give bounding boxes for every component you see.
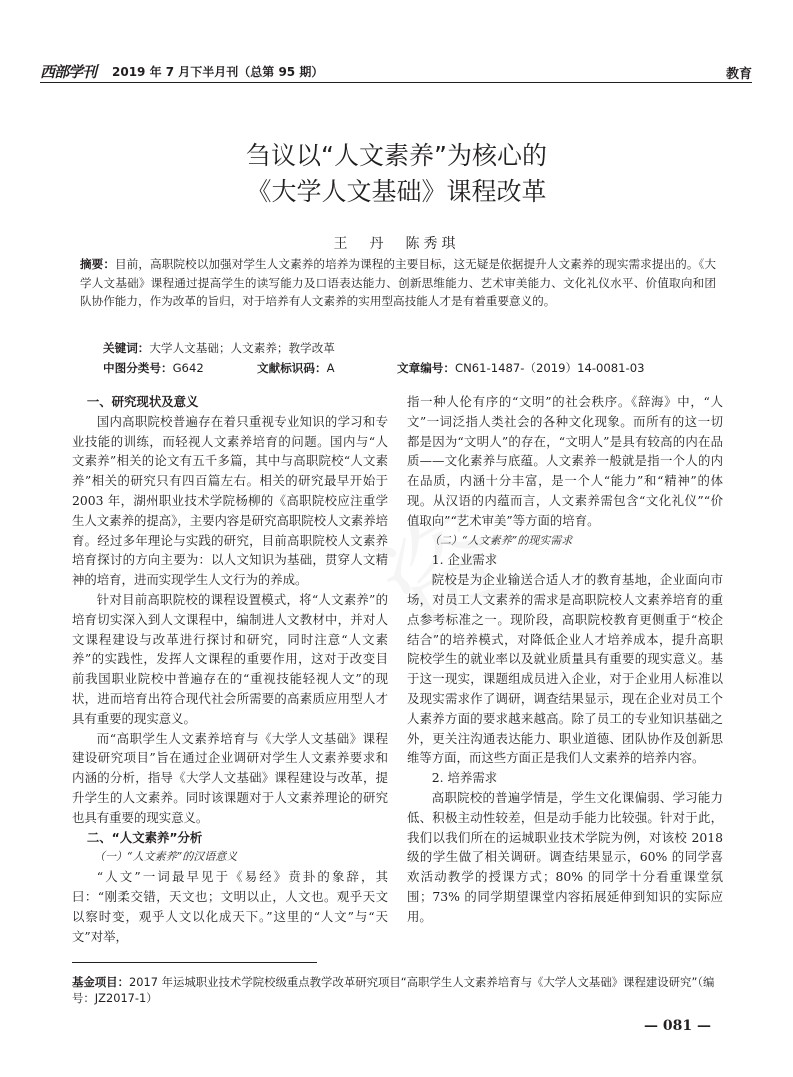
- doc-code-label: 文献标识码：: [257, 361, 327, 375]
- running-header: [40, 60, 752, 83]
- abstract-label: 摘要：: [80, 257, 116, 271]
- article-no-value: CN61-1487-（2019）14-0081-03: [454, 361, 645, 375]
- left-column: [72, 392, 388, 946]
- page-number: — 081 —: [644, 1018, 711, 1034]
- keywords: [103, 340, 335, 356]
- article-no-label: 文章编号：: [397, 361, 455, 375]
- subsection-heading: （二）“人文素养”的现实需求: [429, 533, 573, 547]
- paragraph: 指一种人伦有序的“文明”的社会秩序。《辞海》中，“人文”一词泛指人类社会的各种文化现象。而所有的这一切都是因为“文明人”的存在，“文明人”是具有较高的内在品质——文化素养与底蕴。人文素养一般就是指一个人的内在品质，内涵十分丰富，是一个人“能力”和“精神”的体现。从汉语的内蕴而言，人文素养需包含“文化礼仪”“价值取向”“艺术审美”等方面的培育。: [407, 394, 723, 528]
- footnote: [72, 974, 724, 1006]
- authors: 王 丹 陈秀琪: [333, 236, 460, 252]
- right-column: [407, 392, 723, 927]
- footnote-label: 基金项目：: [72, 975, 129, 989]
- article-title-line2: 《大学人文基础》课程改革: [246, 177, 547, 206]
- paragraph: 高职院校的普遍学情是，学生文化课偏弱、学习能力低、积极主动性较差，但是动手能力比较强。针对于此，我们以我们所在的运城职业技术学院为例，对该校 2018 级的学生做了相关调研。调查结果显示，60% 的同学喜欢活动教学的授课方式；80% 的同学十分看重课堂氛围；73% 的同学期望课堂内容拓展延伸到知识的实际应用。: [407, 789, 723, 924]
- paragraph: 国内高职院校普遍存在着只重视专业知识的学习和专业技能的训练，而轻视人文素养培育的问题。国内与“人文素养”相关的论文有五千多篇，其中与高职院校“人文素养”相关的研究只有四百篇左右。相关的研究最早开始于 2003 年，湖州职业技术学院杨柳的《高职院校应注重学生人文素养的提高》，主要内容是研究高职院校人文素养培育。经过多年理论与实践的研究，目前高职院校人文素养培育探讨的方向主要为：以人文知识为基础，贯穿人文精神的培育，进而实现学生人文行为的养成。: [72, 413, 388, 588]
- numbered-heading: 2. 培养需求: [431, 770, 498, 786]
- journal-logo: 西部学刊: [40, 63, 97, 81]
- abstract-text: 目前，高职院校以加强对学生人文素养的培养为课程的主要目标，这无疑是依据提升人文素养的现实需求提出的。《大学人文基础》课程通过提高学生的读写能力及口语表达能力、创新思维能力、艺术审美能力、文化礼仪水平、价值取向和团队协作能力，作为改革的旨归，对于培养有人文素养的实用型高技能人才是有着重要意义的。: [80, 257, 716, 309]
- subsection-heading: （一）“人文素养”的汉语意义: [94, 850, 238, 864]
- footnote-text: 2017 年运城职业技术学院校级重点教学改革研究项目“高职学生人文素养培育与《大学人文基础》课程建设研究”（编号：JZ2017-1）: [72, 975, 715, 1005]
- keywords-label: 关键词：: [103, 341, 150, 355]
- issue-info: 2019 年 7 月下半月刊（总第 95 期）: [112, 65, 324, 79]
- section-heading-1: 一、研究现状及意义: [86, 394, 199, 409]
- clc-label: 中图分类号：: [103, 361, 173, 375]
- keywords-text: 大学人文基础；人文素养；教学改革: [149, 341, 335, 355]
- paragraph: 而“高职学生人文素养培育与《大学人文基础》课程建设研究项目”旨在通过企业调研对学生人文素养要求和内涵的分析，指导《大学人文基础》课程建设与改革，提升学生的人文素养。同时该课题对于人文素养理论的研究也具有重要的现实意义。: [72, 730, 388, 825]
- paragraph: 院校是为企业输送合适人才的教育基地，企业面向市场，对员工人文素养的需求是高职院校人文素养培育的重点参考标准之一。现阶段，高职院校教育更侧重于“校企结合”的培养模式，对降低企业人才培养成本，提升高职院校学生的就业率以及就业质量具有重要的现实意义。基于这一现实，课题组成员进入企业，对于企业用人标准以及现实需求作了调研，调查结果显示，现在企业对员工个人素养方面的要求越来越高。除了员工的专业知识基础之外，更关注沟通表达能力、职业道德、团队协作及创新思维等方面，而这些方面正是我们人文素养的培养内容。: [407, 572, 723, 766]
- section-heading-2: 二、“人文素养”分析: [86, 829, 203, 845]
- section-label: 教育: [725, 67, 752, 82]
- footnote-divider: [72, 962, 317, 963]
- numbered-heading: 1. 企业需求: [431, 552, 498, 568]
- abstract: [80, 255, 716, 311]
- paragraph: “人文”一词最早见于《易经》贲卦的象辞，其曰：“刚柔交错，天文也；文明以止，人文也。观乎天文以察时变，观乎人文以化成天下。”这里的“人文”与“天文”对举，: [72, 869, 388, 944]
- clc-value: G642: [172, 361, 204, 375]
- doc-code-value: A: [326, 361, 335, 375]
- article-title-line1: 刍议以“人文素养”为核心的: [246, 141, 547, 170]
- paragraph: 针对目前高职院校的课程设置模式，将“人文素养”的培育切实深入到人文课程中，编制进人文教材中，并对人文课程建设与改革进行探讨和研究，同时注意“人文素养”的实践性，发挥人文课程的重要作用，这对于改变目前我国职业院校中普遍存在的“重视技能轻视人文”的现状，进而培育出符合现代社会所需要的高素质应用型人才具有重要的现实意义。: [72, 591, 388, 726]
